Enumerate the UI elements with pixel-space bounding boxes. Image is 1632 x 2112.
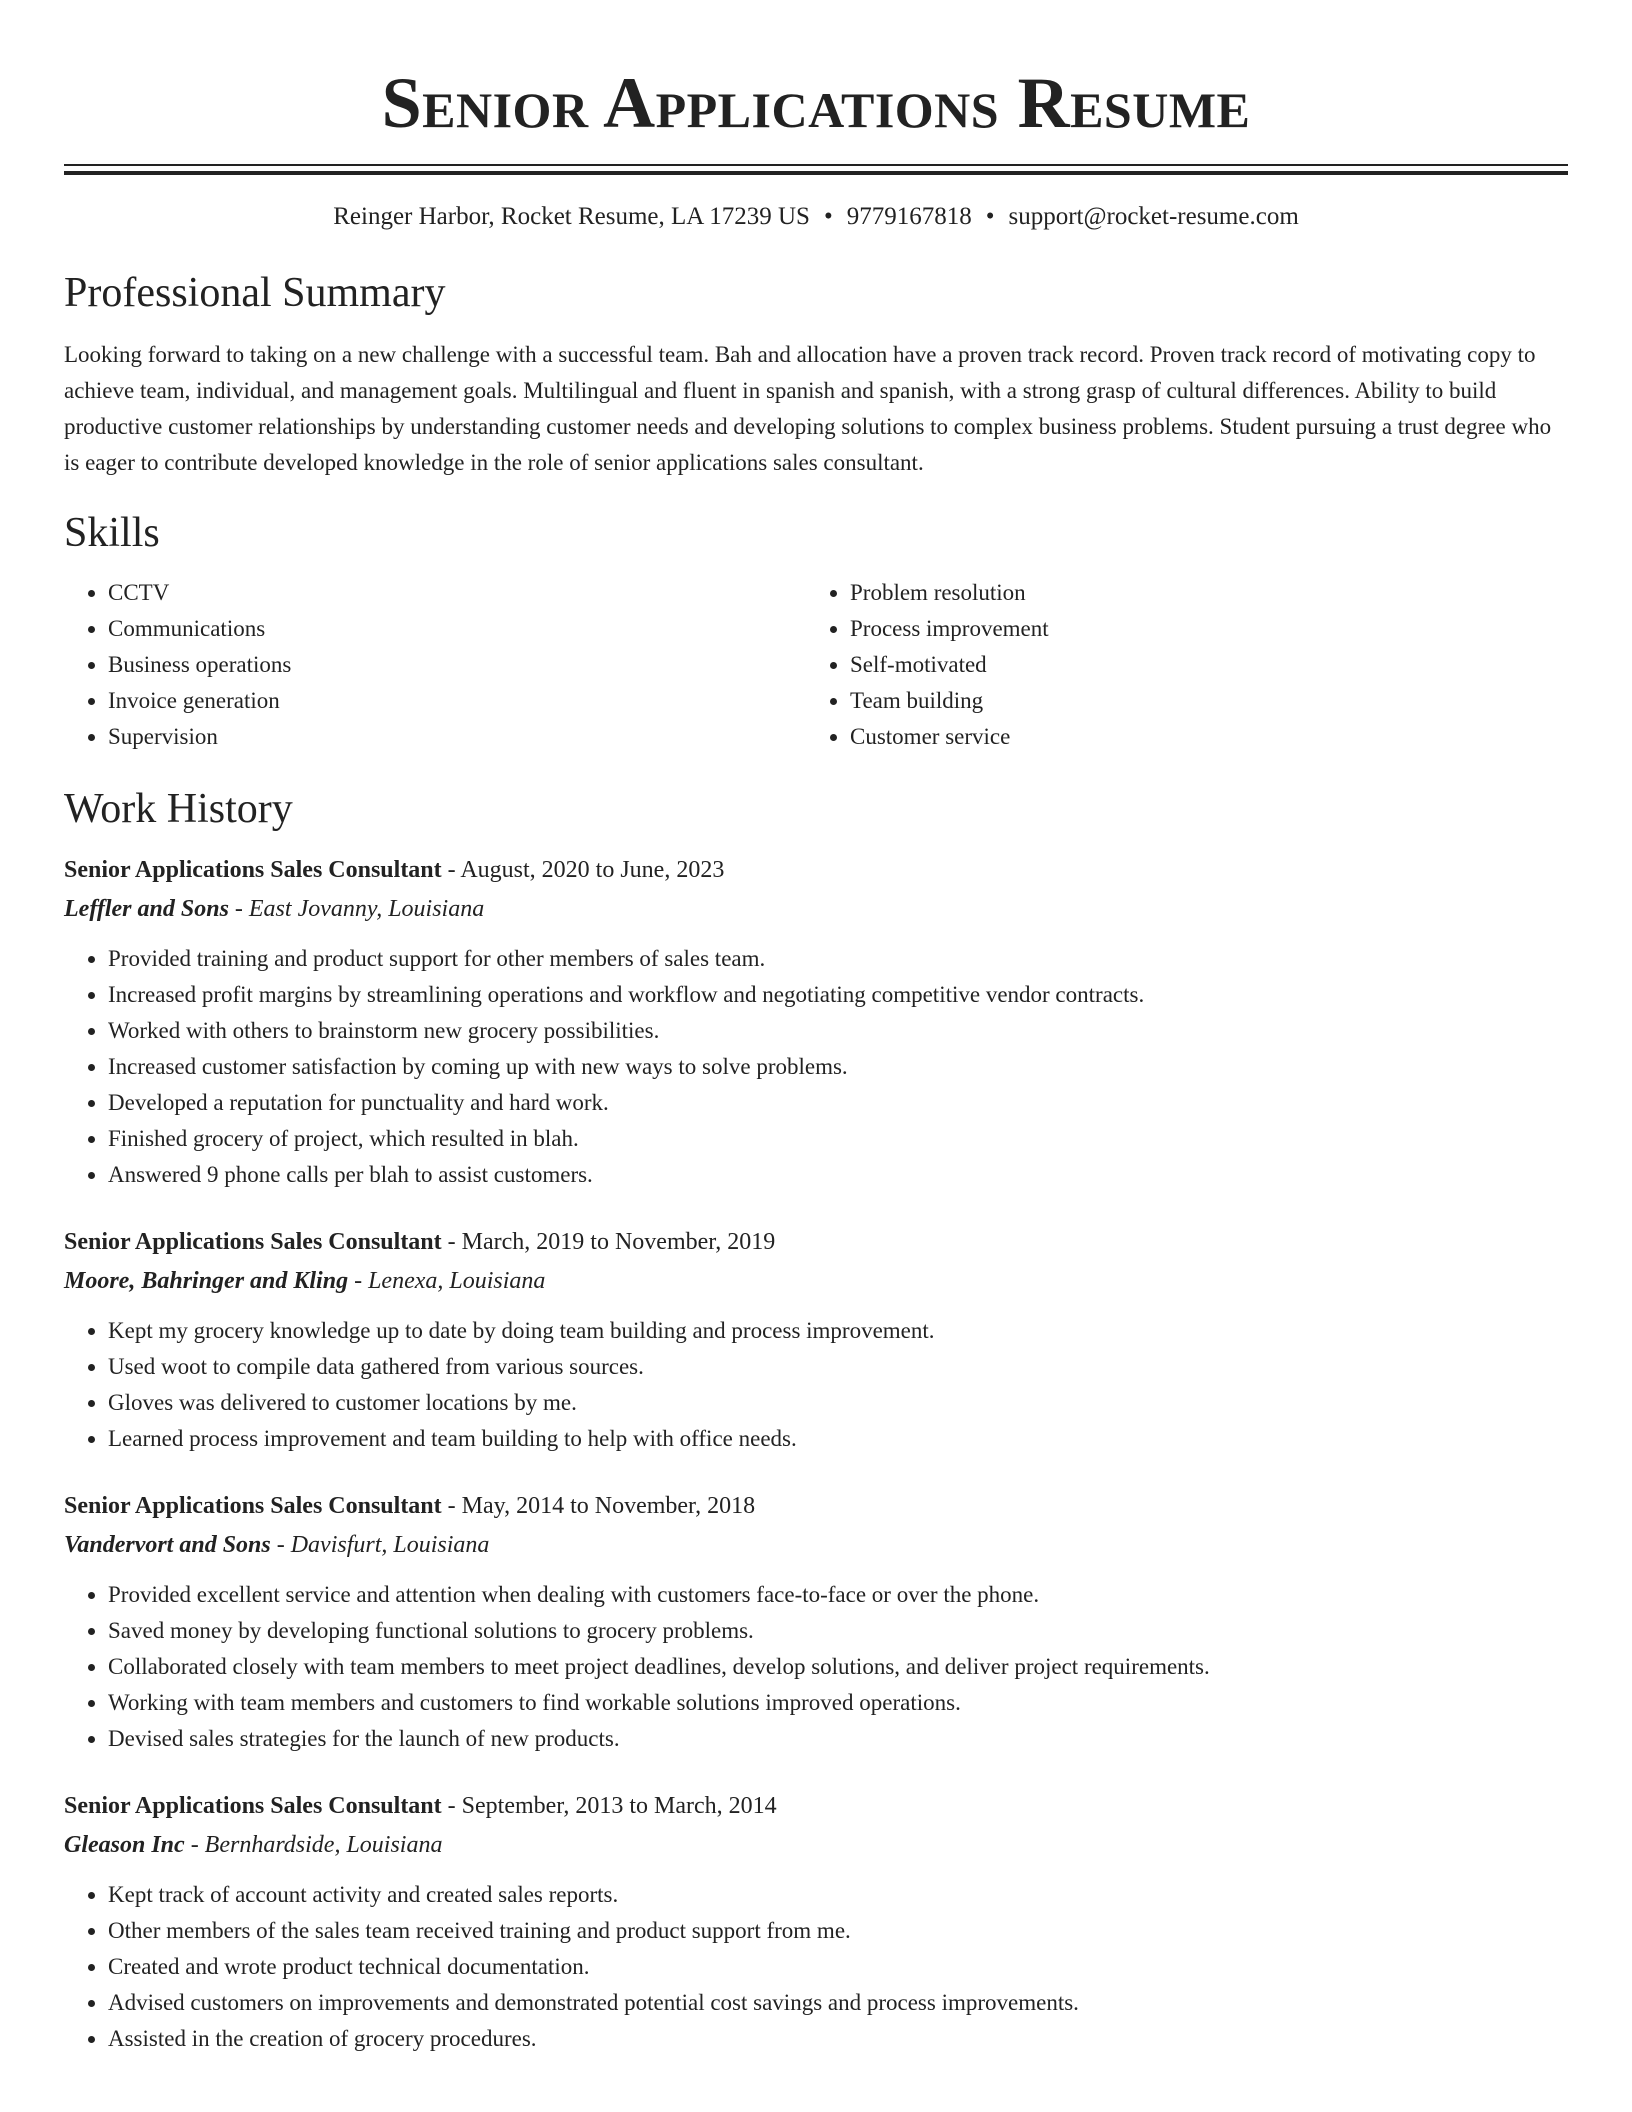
job-company-line [64,1825,1568,1865]
title-divider [64,164,1568,175]
duty-item: • Gloves was delivered to customer locations by me. [108,1385,1568,1421]
resume-title: Senior Applications Resume [381,63,1251,143]
job-duties [64,941,1568,1193]
duty-item: • Increased profit margins by streamlining operations and workflow and negotiating competitive vendor contracts. [108,977,1568,1013]
job-dates: - September, 2013 to March, 2014 [441,1793,777,1819]
skill-item: • Self-motivated [850,647,1548,683]
job-title-line [64,851,1568,889]
skill-item: • Communications [108,611,806,647]
job-company-line [64,1525,1568,1565]
job-location: - East Jovanny, Louisiana [228,896,485,922]
job-title-line [64,1487,1568,1525]
job-entry [64,1787,1568,2057]
skill-item: • Supervision [108,719,806,755]
contact-phone: 9779167818 [846,203,972,230]
job-company: Leffler and Sons [64,896,229,922]
duty-item: • Working with team members and customers to find workable solutions improved operations. [108,1685,1568,1721]
job-dates: - August, 2020 to June, 2023 [441,857,725,883]
duty-item: • Answered 9 phone calls per blah to assist customers. [108,1157,1568,1193]
duty-item: • Worked with others to brainstorm new grocery possibilities. [108,1013,1568,1049]
job-duties [64,1313,1568,1457]
duty-item: • Kept track of account activity and created sales reports. [108,1877,1568,1913]
skills-list [64,575,1568,755]
job-entry [64,1223,1568,1457]
skill-item: • Invoice generation [108,683,806,719]
job-location: - Bernhardside, Louisiana [184,1832,443,1858]
skills-heading: Skills [64,510,160,556]
duty-item: • Provided excellent service and attention when dealing with customers face-to-face or over the phone. [108,1577,1568,1613]
summary-text: Looking forward to taking on a new challenge with a successful team. Bah and allocation have a proven track record. Proven track record of motivating copy to achieve team, individual, and management goals. Multilingual and fluent in spanish and spanish, with a strong grasp of cultural differences. Ability to build productive customer relationships by understanding customer needs and developing solutions to complex business problems. Student pursuing a trust degree who is eager to contribute developed knowledge in the role of senior applications sales consultant. [64,342,1552,475]
contact-separator: • [823,203,833,230]
duty-item: • Increased customer satisfaction by coming up with new ways to solve problems. [108,1049,1568,1085]
job-title-line [64,1223,1568,1261]
skill-item: • Process improvement [850,611,1548,647]
duty-item: • Used woot to compile data gathered from various sources. [108,1349,1568,1385]
summary-heading: Professional Summary [64,270,446,316]
skill-item: • Problem resolution [850,575,1548,611]
duty-item: • Other members of the sales team received training and product support from me. [108,1913,1568,1949]
job-duties [64,1877,1568,2057]
contact-separator: • [985,203,995,230]
job-title-line [64,1787,1568,1825]
contact-email: support@rocket-resume.com [1008,203,1299,230]
job-dates: - May, 2014 to November, 2018 [441,1493,756,1519]
job-company-line [64,889,1568,929]
duty-item: • Saved money by developing functional solutions to grocery problems. [108,1613,1568,1649]
job-title: Senior Applications Sales Consultant [64,1493,442,1519]
job-company: Vandervort and Sons [64,1532,271,1558]
job-title: Senior Applications Sales Consultant [64,1793,442,1819]
job-entry [64,1487,1568,1757]
contact-line [64,199,1568,235]
job-location: - Lenexa, Louisiana [348,1268,546,1294]
skill-item: • CCTV [108,575,806,611]
job-title: Senior Applications Sales Consultant [64,1229,442,1255]
job-dates: - March, 2019 to November, 2019 [441,1229,776,1255]
duty-item: • Provided training and product support for other members of sales team. [108,941,1568,977]
duty-item: • Advised customers on improvements and demonstrated potential cost savings and process improvements. [108,1985,1568,2021]
job-title: Senior Applications Sales Consultant [64,857,442,883]
skill-item: • Business operations [108,647,806,683]
skills-column-right [806,575,1548,755]
duty-item: • Devised sales strategies for the launch of new products. [108,1721,1568,1757]
duty-item: • Learned process improvement and team building to help with office needs. [108,1421,1568,1457]
skill-item: • Customer service [850,719,1548,755]
job-company-line [64,1261,1568,1301]
resume-page [64,0,1568,2057]
job-location: - Davisfurt, Louisiana [270,1532,490,1558]
job-company: Gleason Inc [64,1832,185,1858]
duty-item: • Developed a reputation for punctuality and hard work. [108,1085,1568,1121]
skill-item: • Team building [850,683,1548,719]
duty-item: • Collaborated closely with team members to meet project deadlines, develop solutions, and deliver project requirements. [108,1649,1568,1685]
duty-item: • Finished grocery of project, which resulted in blah. [108,1121,1568,1157]
job-entry [64,851,1568,1193]
job-company: Moore, Bahringer and Kling [64,1268,349,1294]
job-duties [64,1577,1568,1757]
work-history-heading: Work History [64,786,293,832]
duty-item: • Assisted in the creation of grocery procedures. [108,2021,1568,2057]
duty-item: • Created and wrote product technical documentation. [108,1949,1568,1985]
skills-column-left [64,575,806,755]
contact-address: Reinger Harbor, Rocket Resume, LA 17239 US [333,203,810,230]
duty-item: • Kept my grocery knowledge up to date by doing team building and process improvement. [108,1313,1568,1349]
